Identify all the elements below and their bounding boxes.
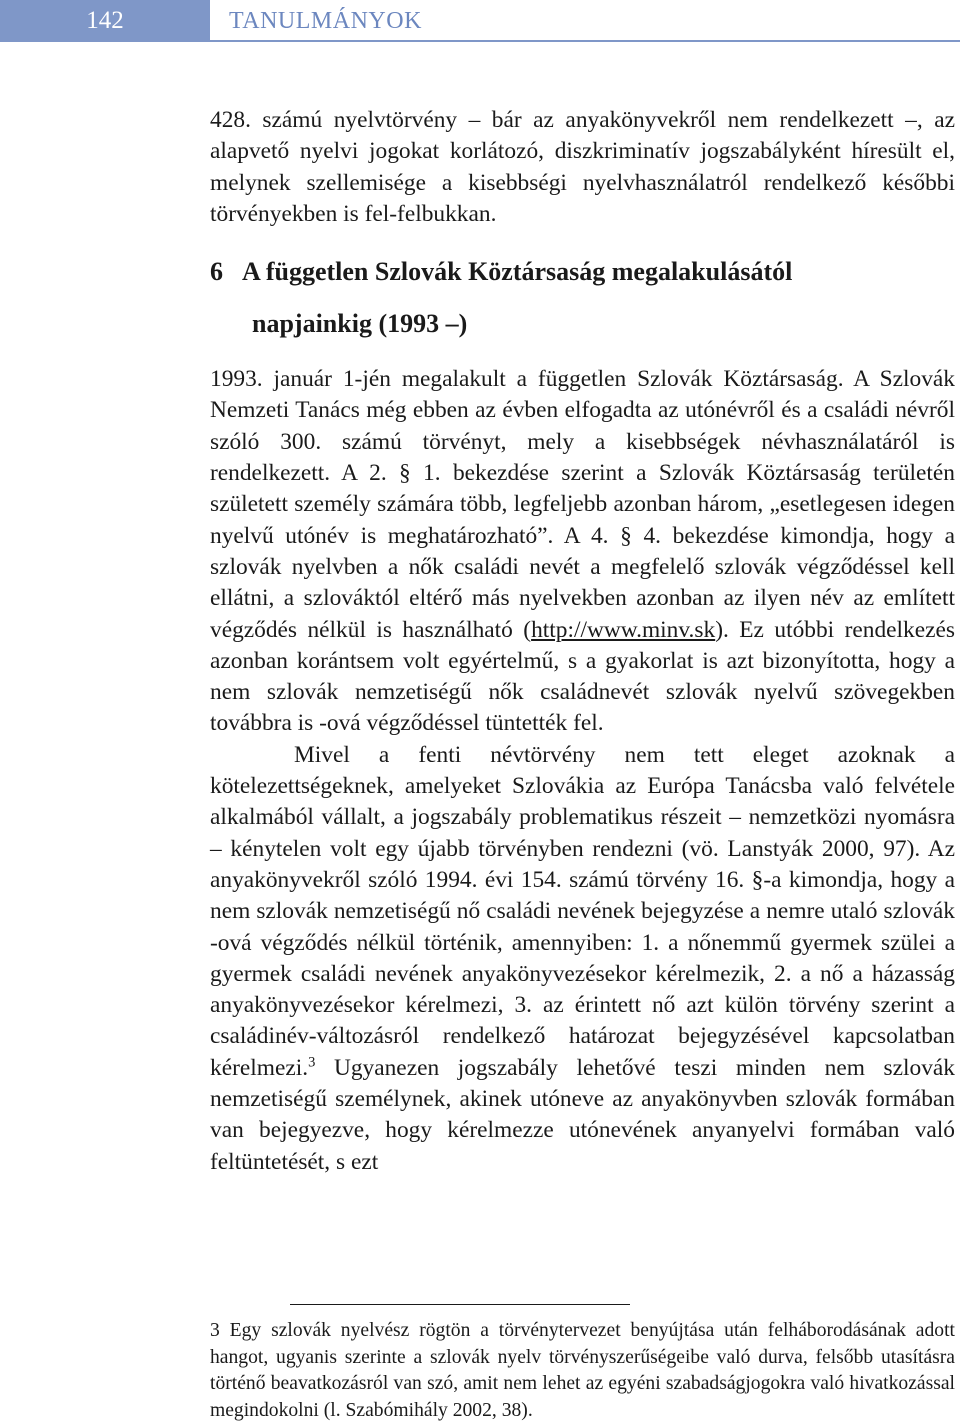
footnote [210,1318,955,1424]
footnote-text: Egy szlovák nyelvész rögtön a törvénytervezet benyújtása után felháborodásának adott hangot, ugyanis szerinte a szlovák nyelv törvényszerűségeibe való durva, felsőbb utasításra történő beavatkozásról van szó, amit nem lehet az egyéni szabadságjogokra való hivatkozással megindokolni (l. Szabómihály 2002, 38). [210,1320,955,1421]
section-heading-line-2: napjainkig (1993 –) [252,309,468,339]
article-body [210,105,955,1178]
section-heading [210,246,955,350]
minv-link[interactable]: http://www.minv.sk [531,616,716,643]
section-number: 6 [210,257,223,287]
paragraph-2 [210,364,955,740]
footnote-marker: 3 [210,1320,220,1341]
page-number: 142 [0,0,210,40]
paragraph-2-text-end: ). Ez utóbbi rendelkezés azonban korántsem volt egyértelmű, s a gyakorlat is azt bizonyította, hogy a nem szlovák nemzetiségű nők családnevét szlovák nyelvű szövegekben továbbra is -ová végződéssel tüntették fel. [210,616,955,737]
paragraph-3-text-end: Ugyanezen jogszabály lehetővé teszi minden nem szlovák nemzetiségű személynek, akinek utóneve az anyakönyvben szlovák formában van bejegyezve, hogy kérelmezze utónevének anyanyelvi formában való feltüntetését, s ezt [210,1054,955,1175]
paragraph-2-text: 1993. január 1-jén megalakult a független Szlovák Köztársaság. A Szlovák Nemzeti Tanács még ebben az évben elfogadta az utónévről és a családi névről szóló 300. számú törvényt, mely a kisebbségek névhasználatáról is rendelkezett. A 2. § 1. bekezdése szerint a Szlovák Köztársaság területén született személy számára több, legfeljebb azonban három, „esetlegesen idegen nyelvű utónév is meghatározható”. A 4. § 4. bekezdése kimondja, hogy a szlovák nyelvben a nők családi nevét a megfelelő szlovák végződéssel kell ellátni, a szlováktól eltérő más nyelvekben azonban az ilyen név az említett végződés nélkül is használható ( [210,366,955,643]
footnote-separator [290,1304,630,1305]
section-title: TANULMÁNYOK [229,8,422,34]
paragraph-1: 428. számú nyelvtörvény – bár az anyakönyvekről nem rendelkezett –, az alapvető nyelvi jogokat korlátozó, diszkriminatív jogszabályként híresült el, melynek szellemisége a kisebbségi nyelvhasználatról rendelkező későbbi törvényekben is fel-felbukkan. [210,107,955,227]
page-header [0,0,960,42]
paragraph-3-text: Mivel a fenti névtörvény nem tett eleget azoknak a kötelezettségeknek, amelyeket Szlovákia az Európa Tanácsba való felvétele alkalmából vállalt, a jogszabály problematikus részeit – nemzetközi nyomásra – kénytelen volt egy újabb törvényben rendezni (vö. Lanstyák 2000, 97). Az anyakönyvekről szóló 1994. évi 154. számú törvény 16. §-a kimondja, hogy a nem szlovák nemzetiségű nő családi nevének bejegyzése a nemre utaló szlovák -ová végződés nélkül történik, amennyiben: 1. a nőnemmű gyermek szülei a gyermek családi nevének anyakönyvezésekor kérelmezik, 2. a nő a házasság anyakönyvezésekor kérelmezi, 3. az érintett nő azt külön törvény szerint a családinév-változásról rendelkező határozat bejegyzésével kapcsolatban kérelmezi. [210,741,955,1081]
section-heading-line-1: A független Szlovák Köztársaság megalakulásától [242,257,793,287]
footnote-ref[interactable]: 3 [308,1054,316,1071]
paragraph-3 [210,740,955,1178]
